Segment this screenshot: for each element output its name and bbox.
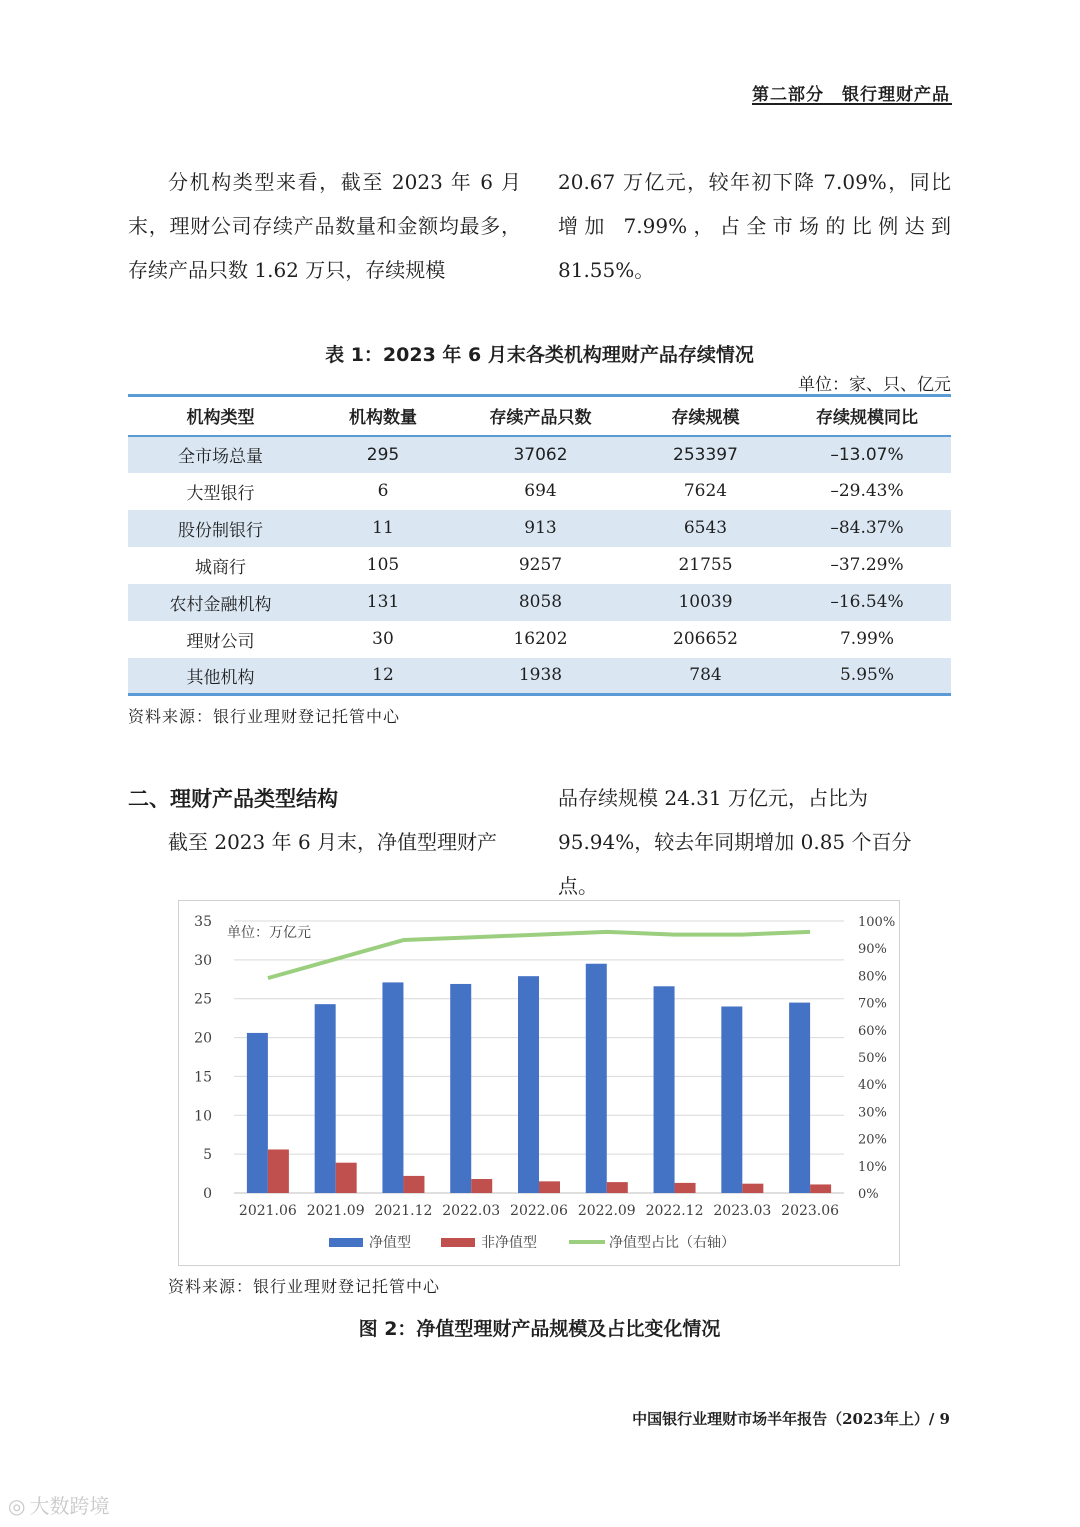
legend-label: 净值型 — [369, 1235, 411, 1251]
table-cell: 7.99% — [839, 629, 894, 649]
table-cell: 784 — [628, 658, 783, 695]
table-cell: 131 — [313, 584, 453, 621]
table-cell: –13.07% — [783, 436, 951, 473]
table-cell: 30 — [372, 629, 394, 649]
bar-nav — [654, 986, 675, 1193]
table-row — [128, 473, 951, 510]
table-row — [128, 621, 951, 658]
y-right-tick-label: 40% — [858, 1078, 887, 1094]
x-tick-label: 2021.06 — [238, 1203, 297, 1219]
watermark-logo-icon: ◎ — [8, 1494, 26, 1518]
bar-nav — [518, 976, 539, 1193]
table-cell: 12 — [313, 658, 453, 695]
bar-non-nav — [336, 1163, 357, 1193]
y-right-tick-label: 60% — [858, 1023, 887, 1039]
x-tick-label: 2022.06 — [510, 1203, 568, 1219]
table-cell: 37062 — [453, 436, 628, 473]
table-cell: 11 — [313, 510, 453, 547]
watermark — [8, 1490, 109, 1519]
x-tick-label: 2022.09 — [577, 1203, 636, 1219]
bar-non-nav — [810, 1184, 831, 1193]
table-cell: 其他机构 — [128, 658, 313, 695]
table-cell: 1938 — [453, 658, 628, 695]
y-right-tick-label: 50% — [858, 1051, 887, 1066]
table-cell: 7624 — [683, 481, 728, 501]
header-rule — [752, 103, 952, 105]
y-right-tick-label: 10% — [858, 1159, 887, 1175]
y-left-tick-label: 5 — [203, 1147, 212, 1164]
y-left-tick-label: 25 — [194, 991, 212, 1008]
legend-label: 净值型占比（右轴） — [609, 1235, 735, 1251]
y-right-tick-label: 80% — [858, 969, 887, 985]
header-cell: 机构类型 — [186, 408, 255, 429]
table-cell: 城商行 — [195, 557, 246, 578]
bar-non-nav — [607, 1182, 628, 1193]
bar-nav — [315, 1004, 336, 1193]
table-cell: 5.95% — [783, 658, 951, 695]
x-tick-label: 2021.12 — [374, 1203, 433, 1219]
watermark-text: 大数跨境 — [29, 1494, 110, 1518]
x-tick-label: 2022.12 — [645, 1203, 704, 1219]
section-heading: 二、理财产品类型结构 — [128, 787, 338, 811]
bar-nav — [721, 1006, 742, 1193]
legend-swatch — [329, 1238, 363, 1247]
table-cell: 913 — [453, 510, 628, 547]
table-cell: 理财公司 — [186, 631, 255, 652]
table-cell: –29.43% — [830, 481, 904, 501]
chart-source: 资料来源：银行业理财登记托管中心 — [168, 1277, 441, 1296]
y-left-tick-label: 30 — [194, 952, 212, 969]
y-right-tick-label: 20% — [858, 1132, 887, 1148]
institution-table — [128, 394, 951, 696]
y-left-tick-label: 20 — [194, 1030, 212, 1047]
table-cell: 694 — [524, 481, 557, 501]
table-cell: 206652 — [673, 629, 738, 649]
table-cell: 6 — [377, 481, 389, 501]
series-line-nav-share — [268, 932, 810, 978]
table-cell: –37.29% — [830, 555, 904, 575]
table-row — [128, 584, 951, 621]
table-cell: 21755 — [678, 555, 733, 575]
table-cell: 295 — [313, 436, 453, 473]
table-row — [128, 547, 951, 584]
chart-unit-label: 单位：万亿元 — [227, 925, 311, 941]
table-source: 资料来源：银行业理财登记托管中心 — [128, 707, 401, 726]
table-cell: 10039 — [628, 584, 783, 621]
bar-non-nav — [471, 1179, 492, 1193]
bar-nav — [247, 1033, 268, 1193]
page-footer: 中国银行业理财市场半年报告（2023年上）/ 9 — [632, 1410, 950, 1428]
chart-caption: 图 2：净值型理财产品规模及占比变化情况 — [358, 1318, 721, 1340]
table-row — [128, 436, 951, 473]
bar-non-nav — [742, 1184, 763, 1193]
table-cell: 大型银行 — [186, 483, 255, 504]
y-right-tick-label: 100% — [858, 915, 896, 930]
y-right-tick-label: 90% — [858, 942, 887, 958]
table-cell: –16.54% — [783, 584, 951, 621]
table-row — [128, 510, 951, 547]
x-tick-label: 2021.09 — [306, 1203, 365, 1219]
legend-label: 非净值型 — [481, 1235, 537, 1251]
y-left-tick-label: 0 — [203, 1186, 212, 1202]
para2-right: 品存续规模 24.31 万亿元，占比为 95.94%，较去年同期增加 0.85 个百分点。 — [558, 786, 912, 898]
bar-non-nav — [403, 1176, 424, 1193]
table-cell: 9257 — [518, 555, 563, 575]
header-cell: 存续规模 — [671, 408, 740, 429]
bar-nav — [586, 964, 607, 1193]
y-right-tick-label: 70% — [858, 996, 887, 1012]
table-cell: 253397 — [628, 436, 783, 473]
y-left-tick-label: 35 — [194, 914, 212, 930]
header-cell: 存续产品只数 — [489, 408, 592, 429]
table-cell: 全市场总量 — [128, 436, 313, 473]
table-cell: 股份制银行 — [128, 510, 313, 547]
header-cell: 存续规模同比 — [816, 408, 918, 429]
combo-chart — [179, 901, 901, 1267]
x-tick-label: 2023.06 — [781, 1203, 840, 1219]
x-tick-label: 2022.03 — [442, 1203, 501, 1219]
bar-nav — [450, 984, 471, 1193]
running-header: 第二部分 银行理财产品 — [752, 85, 950, 105]
para1-left: 分机构类型来看，截至 2023 年 6 月末，理财公司存续产品数量和金额均最多，存续产品只数 1.62 万只，存续规模 — [128, 170, 521, 282]
y-left-tick-label: 10 — [194, 1108, 212, 1125]
para1-right: 20.67 万亿元，较年初下降 7.09%，同比增加 7.99%，占全市场的比例达到 81.55%。 — [558, 170, 951, 282]
bar-non-nav — [539, 1181, 560, 1193]
table-title: 表 1：2023 年 6 月末各类机构理财产品存续情况 — [325, 344, 754, 366]
y-left-tick-label: 15 — [194, 1069, 212, 1086]
table-cell: 农村金融机构 — [128, 584, 313, 621]
chart-frame — [178, 900, 900, 1266]
table-cell: 6543 — [628, 510, 783, 547]
bar-nav — [382, 982, 403, 1193]
y-right-tick-label: 30% — [858, 1105, 887, 1121]
x-tick-label: 2023.03 — [713, 1203, 772, 1219]
y-right-tick-label: 0% — [858, 1187, 879, 1202]
table-header-row — [128, 396, 951, 436]
bar-non-nav — [675, 1183, 696, 1193]
table-cell: –84.37% — [783, 510, 951, 547]
header-cell: 机构数量 — [349, 408, 417, 429]
table-cell: 105 — [366, 555, 400, 575]
table-row — [128, 658, 951, 695]
bar-nav — [789, 1003, 810, 1193]
bar-non-nav — [268, 1149, 289, 1193]
table-cell: 8058 — [453, 584, 628, 621]
table-cell: 16202 — [513, 629, 568, 649]
table-unit: 单位：家、只、亿元 — [798, 375, 951, 395]
para2-left: 截至 2023 年 6 月末，净值型理财产 — [168, 830, 498, 854]
legend-swatch — [441, 1238, 475, 1247]
